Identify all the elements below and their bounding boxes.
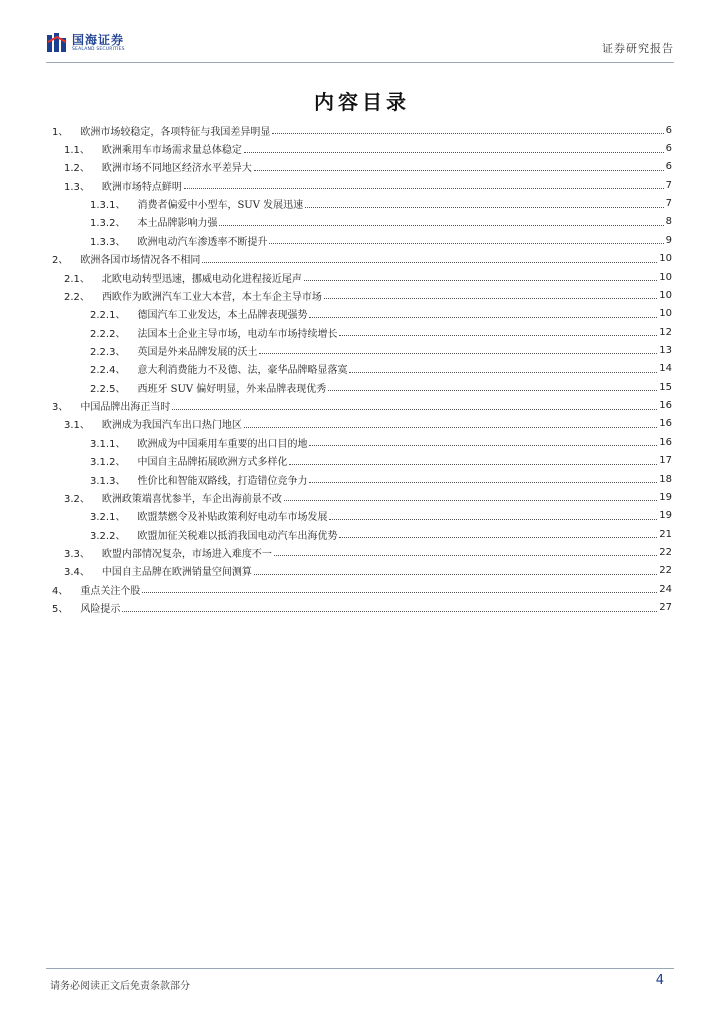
toc-entry-number: 2.2.2、: [90, 328, 126, 340]
toc-dot-leader: [309, 481, 657, 483]
toc-entry-title: 欧盟加征关税难以抵消我国电动汽车出海优势: [137, 530, 338, 542]
logo-mark-icon: [46, 32, 68, 54]
toc-dot-leader: [244, 426, 657, 428]
toc-entry-title: 风险提示: [80, 604, 121, 616]
toc-entry-title: 中国自主品牌在欧洲销量空间测算: [101, 567, 252, 579]
toc-dot-leader: [349, 371, 657, 373]
toc-entry[interactable]: [52, 525, 672, 543]
toc-dot-leader: [309, 444, 657, 446]
toc-entry[interactable]: [52, 139, 672, 157]
toc-entry-number: 5、: [52, 604, 69, 616]
page-header: [46, 24, 674, 63]
toc-entry-page: 12: [659, 326, 672, 338]
toc-entry-title: 欧洲乘用车市场需求量总体稳定: [101, 145, 242, 157]
toc-entry-title: 欧洲市场不同地区经济水平差异大: [101, 163, 252, 175]
toc-entry-number: 2.1、: [64, 273, 90, 285]
toc-entry[interactable]: [52, 378, 672, 396]
toc-entry-title: 法国本土企业主导市场，电动车市场持续增长: [137, 328, 338, 340]
toc-dot-leader: [142, 591, 657, 593]
toc-dot-leader: [172, 408, 657, 410]
toc-entry-page: 16: [659, 436, 672, 448]
toc-dot-leader: [339, 334, 657, 336]
toc-entry-title: 西欧作为欧洲汽车工业大本营，本土车企主导市场: [101, 291, 322, 303]
toc-entry[interactable]: [52, 488, 672, 506]
toc-entry-number: 2.2、: [64, 291, 90, 303]
toc-dot-leader: [328, 389, 657, 391]
toc-entry-number: 3.1.3、: [90, 475, 126, 487]
toc-entry-page: 6: [665, 161, 672, 173]
toc-dot-leader: [259, 352, 657, 354]
logo-chinese-name: 国海证券: [72, 32, 125, 47]
toc-dot-leader: [305, 206, 663, 208]
toc-entry[interactable]: [52, 396, 672, 414]
toc-entry-number: 2.2.4、: [90, 365, 126, 377]
toc-dot-leader: [284, 499, 657, 501]
toc-entry-number: 1.3.1、: [90, 200, 126, 212]
toc-entry-page: 22: [659, 546, 672, 558]
toc-entry[interactable]: [52, 433, 672, 451]
toc-entry-title: 英国是外来品牌发展的沃土: [137, 346, 258, 358]
toc-entry[interactable]: [52, 158, 672, 176]
toc-entry[interactable]: [52, 121, 672, 139]
toc-entry-page: 15: [659, 381, 672, 393]
toc-entry-number: 3.1.2、: [90, 457, 126, 469]
toc-dot-leader: [254, 573, 657, 575]
toc-dot-leader: [202, 261, 657, 263]
toc-entry[interactable]: [52, 415, 672, 433]
toc-entry-title: 欧洲政策端喜忧参半，车企出海前景不改: [101, 493, 282, 505]
toc-dot-leader: [274, 554, 657, 556]
toc-entry-title: 意大利消费能力不及德、法，豪华品牌略显落寞: [137, 365, 348, 377]
toc-entry-title: 重点关注个股: [80, 585, 141, 597]
toc-dot-leader: [304, 279, 657, 281]
toc-entry-title: 中国品牌出海正当时: [80, 402, 171, 414]
toc-entry[interactable]: [52, 213, 672, 231]
toc-entry[interactable]: [52, 341, 672, 359]
toc-entry-page: 7: [665, 179, 672, 191]
toc-entry-page: 18: [659, 473, 672, 485]
toc-dot-leader: [289, 463, 657, 465]
toc-entry-title: 消费者偏爱中小型车，SUV 发展迅速: [137, 200, 304, 212]
toc-entry-title: 欧洲成为中国乘用车重要的出口目的地: [137, 438, 308, 450]
toc-entry-page: 9: [665, 234, 672, 246]
toc-entry-page: 16: [659, 418, 672, 430]
toc-entry-title: 德国汽车工业发达，本土品牌表现强势: [137, 310, 308, 322]
toc-entry[interactable]: [52, 250, 672, 268]
toc-entry-number: 3.2.1、: [90, 512, 126, 524]
toc-entry-number: 3.3、: [64, 548, 90, 560]
page-footer: [46, 968, 674, 999]
toc-entry-number: 3.1、: [64, 420, 90, 432]
document-type: 证券研究报告: [602, 42, 674, 55]
page-title: 内容目录: [314, 90, 410, 114]
toc-entry[interactable]: [52, 323, 672, 341]
toc-dot-leader: [329, 518, 657, 520]
toc-dot-leader: [244, 151, 664, 153]
toc-entry-number: 3.4、: [64, 567, 90, 579]
toc-dot-leader: [339, 536, 657, 538]
toc-entry-number: 3.2、: [64, 493, 90, 505]
toc-entry-number: 1.3.2、: [90, 218, 126, 230]
toc-entry[interactable]: [52, 451, 672, 469]
toc-entry[interactable]: [52, 470, 672, 488]
toc-entry-title: 欧洲成为我国汽车出口热门地区: [101, 420, 242, 432]
toc-entry[interactable]: [52, 176, 672, 194]
toc-dot-leader: [184, 187, 664, 189]
toc-entry-page: 22: [659, 565, 672, 577]
toc-entry-number: 2、: [52, 255, 69, 267]
toc-entry[interactable]: [52, 360, 672, 378]
toc-entry-page: 8: [665, 216, 672, 228]
toc-entry-page: 6: [665, 124, 672, 136]
toc-entry[interactable]: [52, 507, 672, 525]
toc-entry-number: 1.2、: [64, 163, 90, 175]
toc-entry-page: 10: [659, 271, 672, 283]
toc-entry-page: 14: [659, 363, 672, 375]
toc-entry[interactable]: [52, 305, 672, 323]
toc-entry-page: 10: [659, 289, 672, 301]
toc-entry-page: 10: [659, 308, 672, 320]
toc-entry-page: 21: [659, 528, 672, 540]
toc-entry-page: 27: [659, 602, 672, 614]
toc-entry-title: 北欧电动转型迅速，挪威电动化进程接近尾声: [101, 273, 302, 285]
company-logo: [46, 30, 125, 56]
toc-entry-page: 19: [659, 491, 672, 503]
toc-entry-page: 17: [659, 455, 672, 467]
toc-entry-number: 2.2.5、: [90, 383, 126, 395]
toc-entry-title: 性价比和智能双路线，打造错位竞争力: [137, 475, 308, 487]
page-number: 4: [655, 973, 664, 988]
toc-dot-leader: [272, 132, 663, 134]
toc-entry[interactable]: [52, 598, 672, 616]
logo-english-name: SEALAND SECURITIES: [72, 46, 125, 52]
toc-entry-title: 欧洲电动汽车渗透率不断提升: [137, 236, 268, 248]
toc-entry-number: 3.1.1、: [90, 438, 126, 450]
toc-entry-page: 16: [659, 400, 672, 412]
disclaimer-note: 请务必阅读正文后免责条款部分: [50, 981, 190, 992]
table-of-contents: [52, 121, 672, 617]
toc-entry-title: 欧盟禁燃令及补贴政策利好电动车市场发展: [137, 512, 328, 524]
toc-dot-leader: [324, 297, 657, 299]
toc-entry-title: 西班牙 SUV 偏好明显，外来品牌表现优秀: [137, 383, 327, 395]
toc-entry[interactable]: [52, 580, 672, 598]
toc-entry-title: 欧盟内部情况复杂，市场进入难度不一: [101, 548, 272, 560]
toc-entry-page: 6: [665, 143, 672, 155]
toc-entry-title: 中国自主品牌拓展欧洲方式多样化: [137, 457, 288, 469]
toc-entry[interactable]: [52, 543, 672, 561]
toc-entry-title: 本土品牌影响力强: [137, 218, 218, 230]
toc-entry-title: 欧洲市场特点鲜明: [101, 181, 182, 193]
toc-entry[interactable]: [52, 268, 672, 286]
toc-entry[interactable]: [52, 562, 672, 580]
toc-entry-number: 2.2.1、: [90, 310, 126, 322]
toc-entry[interactable]: [52, 231, 672, 249]
toc-entry-number: 1、: [52, 126, 69, 138]
toc-entry-page: 19: [659, 510, 672, 522]
toc-entry[interactable]: [52, 194, 672, 212]
toc-dot-leader: [269, 242, 663, 244]
toc-entry-number: 4、: [52, 585, 69, 597]
toc-entry-number: 1.1、: [64, 145, 90, 157]
toc-entry-number: 3.2.2、: [90, 530, 126, 542]
toc-entry-page: 10: [659, 253, 672, 265]
toc-entry-page: 13: [659, 344, 672, 356]
toc-entry-title: 欧洲各国市场情况各不相同: [80, 255, 201, 267]
toc-dot-leader: [122, 610, 657, 612]
toc-entry[interactable]: [52, 286, 672, 304]
toc-dot-leader: [219, 224, 663, 226]
toc-dot-leader: [309, 316, 657, 318]
toc-entry-number: 1.3、: [64, 181, 90, 193]
toc-entry-number: 3、: [52, 402, 69, 414]
toc-entry-number: 2.2.3、: [90, 346, 126, 358]
toc-dot-leader: [254, 169, 664, 171]
toc-entry-number: 1.3.3、: [90, 236, 126, 248]
toc-entry-page: 24: [659, 583, 672, 595]
toc-entry-title: 欧洲市场较稳定，各项特征与我国差异明显: [80, 126, 271, 138]
toc-entry-page: 7: [665, 198, 672, 210]
